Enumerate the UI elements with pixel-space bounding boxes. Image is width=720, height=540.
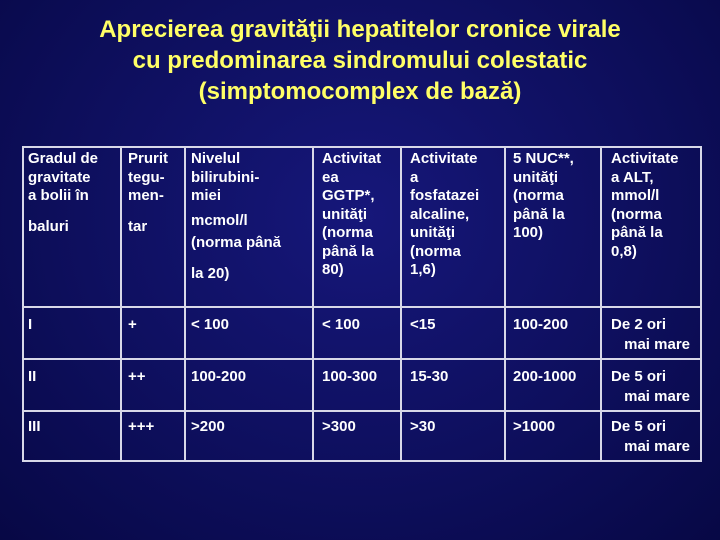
column-divider — [22, 146, 24, 462]
table-row-grade-3: III +++ >200 >300 >30 >1000 De 5 ori mai mare — [28, 418, 690, 455]
column-divider — [400, 146, 402, 462]
header-severity-grade: Gradul de gravitate a bolii în baluri — [28, 150, 99, 235]
table-row-grade-1: I + < 100 < 100 <15 100-200 De 2 ori mai mare — [28, 316, 690, 353]
column-divider — [700, 146, 702, 462]
column-divider — [600, 146, 602, 462]
column-divider — [120, 146, 122, 462]
slide-title — [0, 14, 720, 107]
table-row-grade-2: II ++ 100-200 100-300 15-30 200-1000 De 5 ori mai mare — [28, 368, 690, 405]
title-line-2: cu predominarea sindromului colestatic — [132, 47, 588, 74]
header-5-nucleotidase: 5 NUC**, unităţi (norma până la 100) — [513, 150, 574, 241]
column-divider — [184, 146, 186, 462]
title-line-3: (simptomocomplex de bază) — [198, 78, 522, 105]
header-ggtp: Activitat ea GGTP*, unităţi (norma până la 80) — [322, 150, 382, 278]
header-pruritus: Prurit tegu- men- tar — [128, 150, 169, 235]
header-alt: Activitate a ALT, mmol/l (norma până la 0,8) — [611, 150, 679, 260]
column-divider — [312, 146, 314, 462]
header-alkaline-phosphatase: Activitate a fosfatazei alcaline, unităţi (norma 1,6) — [410, 150, 480, 278]
column-divider — [504, 146, 506, 462]
title-line-1: Aprecierea gravităţii hepatitelor cronice virale — [99, 16, 621, 43]
header-bilirubin: Nivelul bilirubini- miei mcmol/l (norma până la 20) — [191, 150, 282, 282]
